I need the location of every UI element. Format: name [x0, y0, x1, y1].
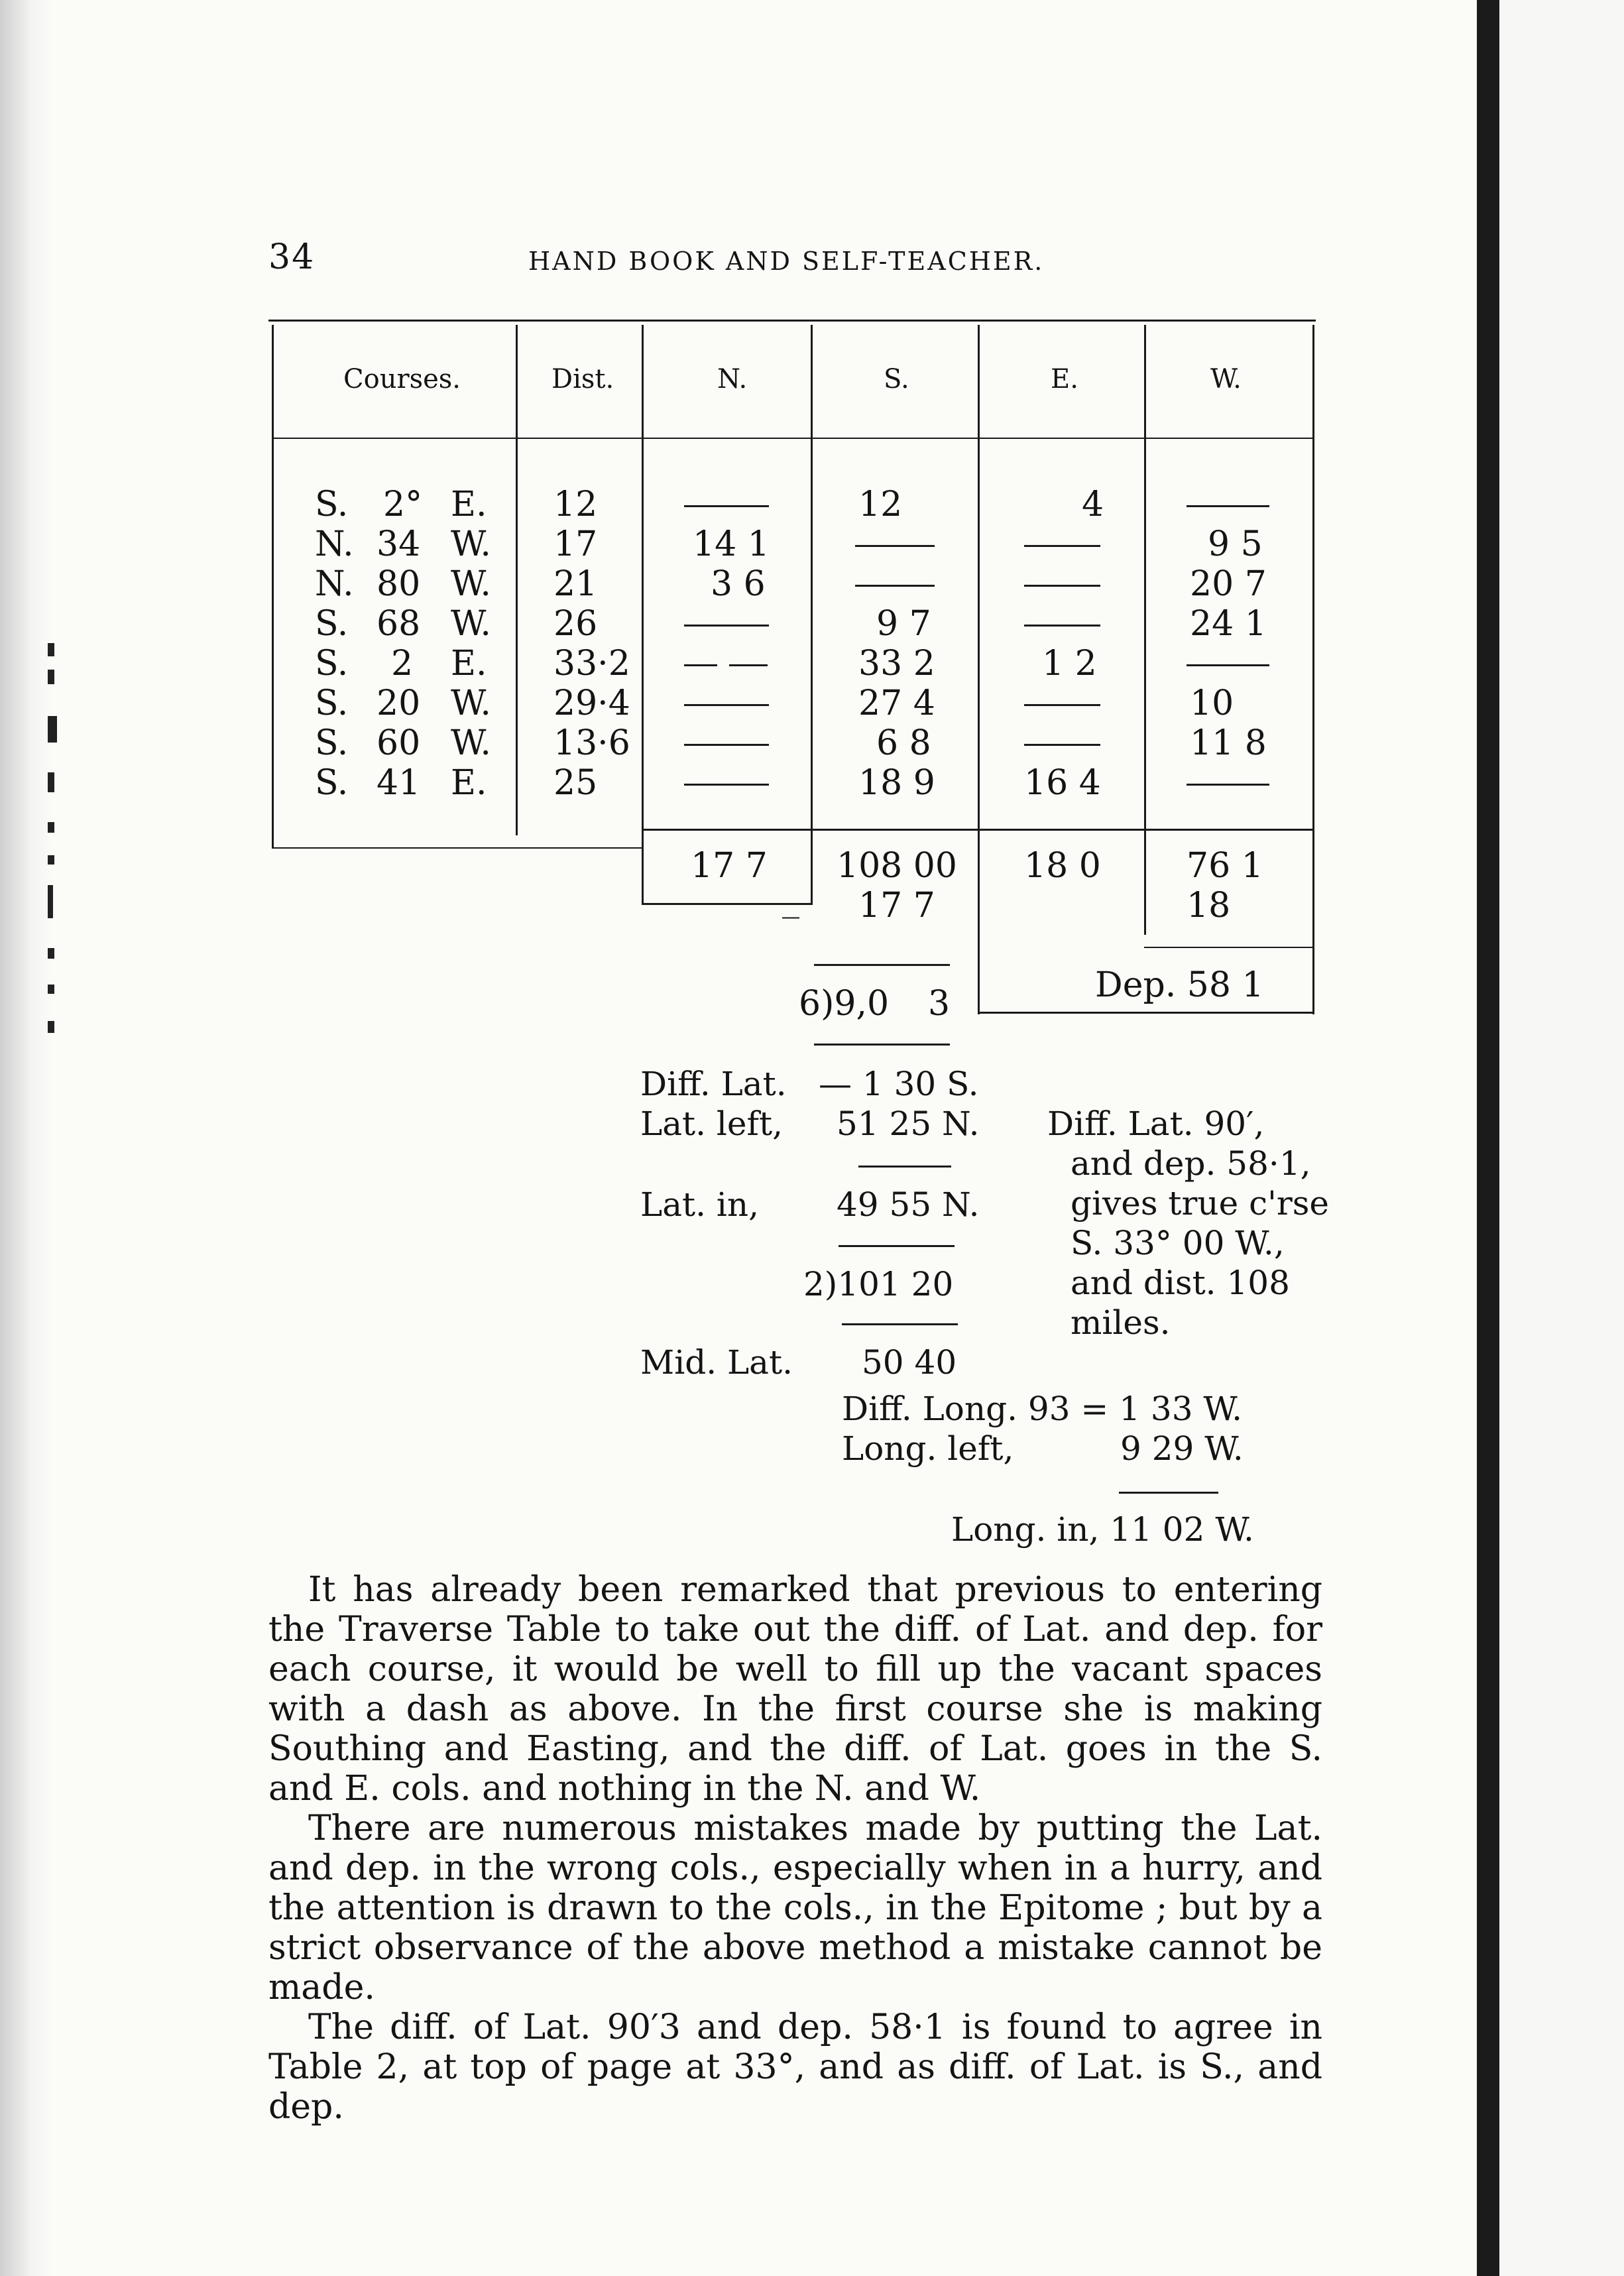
total-s: 108 00 — [837, 846, 957, 886]
departure-total: Dep. 58 1 — [1095, 965, 1264, 1005]
course-deg: 2° — [383, 485, 423, 524]
long-in: Long. in, 11 02 W. — [951, 1510, 1254, 1549]
e-cell: 1 2 — [1042, 644, 1097, 684]
total-e: 18 0 — [1024, 846, 1101, 886]
subtract-w: 18 — [1187, 886, 1231, 926]
w-cell: 11 8 — [1190, 723, 1267, 763]
header-w: W. — [1210, 364, 1242, 394]
header-n: N. — [717, 364, 748, 394]
s-cell: 27 4 — [858, 684, 935, 723]
s-cell: 12 — [858, 485, 903, 524]
course-note-line-4: S. 33° 00 W., — [1071, 1224, 1285, 1262]
course-side: W. — [451, 604, 491, 644]
total-w: 76 1 — [1187, 846, 1263, 886]
diff-lat-value: — 1 30 S. — [819, 1065, 979, 1103]
paragraph: There are numerous mistakes made by putting the Lat. and dep. in the wrong cols., especially when in a hurry, and the attention is drawn to the cols., in the Epitome ; but by a strict observance of the above method a mistake cannot be made. — [268, 1809, 1322, 2007]
course-dir: N. — [315, 524, 354, 564]
e-cell: 16 4 — [1024, 763, 1101, 803]
dist-cell: 26 — [553, 604, 598, 644]
course-note-line-5: and dist. 108 — [1071, 1264, 1290, 1302]
course-side: E. — [451, 763, 487, 803]
course-side: W. — [451, 564, 491, 604]
course-deg: 2 — [391, 644, 414, 684]
course-note-line-6: miles. — [1071, 1303, 1171, 1342]
n-cell: 14 1 — [693, 524, 770, 564]
course-dir: S. — [315, 604, 349, 644]
course-deg: 34 — [377, 524, 421, 564]
running-title: HAND BOOK AND SELF-TEACHER. — [528, 247, 1045, 276]
body-text — [268, 1570, 1322, 2127]
binding-marks — [48, 630, 61, 1061]
header-s: S. — [884, 364, 909, 394]
course-side: E. — [451, 485, 487, 524]
dist-cell: 21 — [553, 564, 598, 604]
w-cell: 9 5 — [1208, 524, 1263, 564]
w-cell: 20 7 — [1190, 564, 1267, 604]
s-cell: 33 2 — [858, 644, 935, 684]
w-cell: 10 — [1190, 684, 1234, 723]
s-cell: 9 7 — [876, 604, 931, 644]
w-cell: 24 1 — [1190, 604, 1267, 644]
s-cell: 18 9 — [858, 763, 935, 803]
course-side: W. — [451, 524, 491, 564]
division-remainder: 3 — [928, 984, 951, 1024]
long-left-value: 9 29 W. — [1120, 1429, 1244, 1468]
page-number: 34 — [268, 237, 316, 277]
mid-lat-label: Mid. Lat. — [640, 1343, 793, 1382]
course-deg: 80 — [377, 564, 421, 604]
course-side: W. — [451, 723, 491, 763]
s-cell: 6 8 — [876, 723, 931, 763]
course-dir: S. — [315, 763, 349, 803]
diff-lat-label: Diff. Lat. — [640, 1065, 787, 1103]
page-edge-dark — [1477, 0, 1499, 2276]
header-courses: Courses. — [343, 364, 461, 394]
e-cell: 4 — [1082, 485, 1104, 524]
course-dir: S. — [315, 723, 349, 763]
lat-in-value: 49 55 N. — [837, 1185, 980, 1224]
division: 6)9,0 — [799, 984, 890, 1024]
page-gutter-shadow — [0, 0, 53, 2276]
course-note-line-2: and dep. 58·1, — [1071, 1144, 1311, 1183]
long-left-label: Long. left, — [842, 1429, 1014, 1468]
subtract-s: 17 7 — [858, 886, 935, 926]
dist-cell: 29·4 — [553, 684, 630, 723]
running-header — [268, 237, 1322, 284]
dist-cell: 17 — [553, 524, 598, 564]
header-e: E. — [1051, 364, 1078, 394]
lat-in-label: Lat. in, — [640, 1185, 759, 1224]
subtract-sign: _ — [782, 879, 799, 919]
lat-left-label: Lat. left, — [640, 1105, 783, 1143]
lat-left-value: 51 25 N. — [837, 1105, 980, 1143]
dist-cell: 13·6 — [553, 723, 630, 763]
n-cell: 3 6 — [711, 564, 766, 604]
course-deg: 41 — [377, 763, 421, 803]
course-side: W. — [451, 684, 491, 723]
page-edge-light — [1499, 0, 1624, 2276]
mid-lat-value: 50 40 — [862, 1343, 957, 1382]
half-sum: 2)101 20 — [803, 1265, 954, 1303]
dist-cell: 25 — [553, 763, 598, 803]
dist-cell: 12 — [553, 485, 598, 524]
course-note-line-3: gives true c'rse — [1071, 1184, 1329, 1223]
course-deg: 20 — [377, 684, 421, 723]
course-deg: 68 — [377, 604, 421, 644]
course-dir: S. — [315, 485, 349, 524]
dist-cell: 33·2 — [553, 644, 630, 684]
course-dir: N. — [315, 564, 354, 604]
course-side: E. — [451, 644, 487, 684]
course-deg: 60 — [377, 723, 421, 763]
diff-long: Diff. Long. 93 = 1 33 W. — [842, 1390, 1242, 1428]
header-dist: Dist. — [551, 364, 614, 394]
course-note-line-1: Diff. Lat. 90′, — [1047, 1105, 1265, 1143]
paragraph: The diff. of Lat. 90′3 and dep. 58·1 is found to agree in Table 2, at top of page at 33°, and as diff. of Lat. is S., and dep. — [268, 2007, 1322, 2127]
paragraph: It has already been remarked that previous to entering the Traverse Table to take out the diff. of Lat. and dep. for each course, it would be well to fill up the vacant spaces with a dash as above. In the first course she is making Southing and Easting, and the diff. of Lat. goes in the S. and E. cols. and nothing in the N. and W. — [268, 1570, 1322, 1809]
course-dir: S. — [315, 684, 349, 723]
course-dir: S. — [315, 644, 349, 684]
total-n: 17 7 — [691, 846, 768, 886]
